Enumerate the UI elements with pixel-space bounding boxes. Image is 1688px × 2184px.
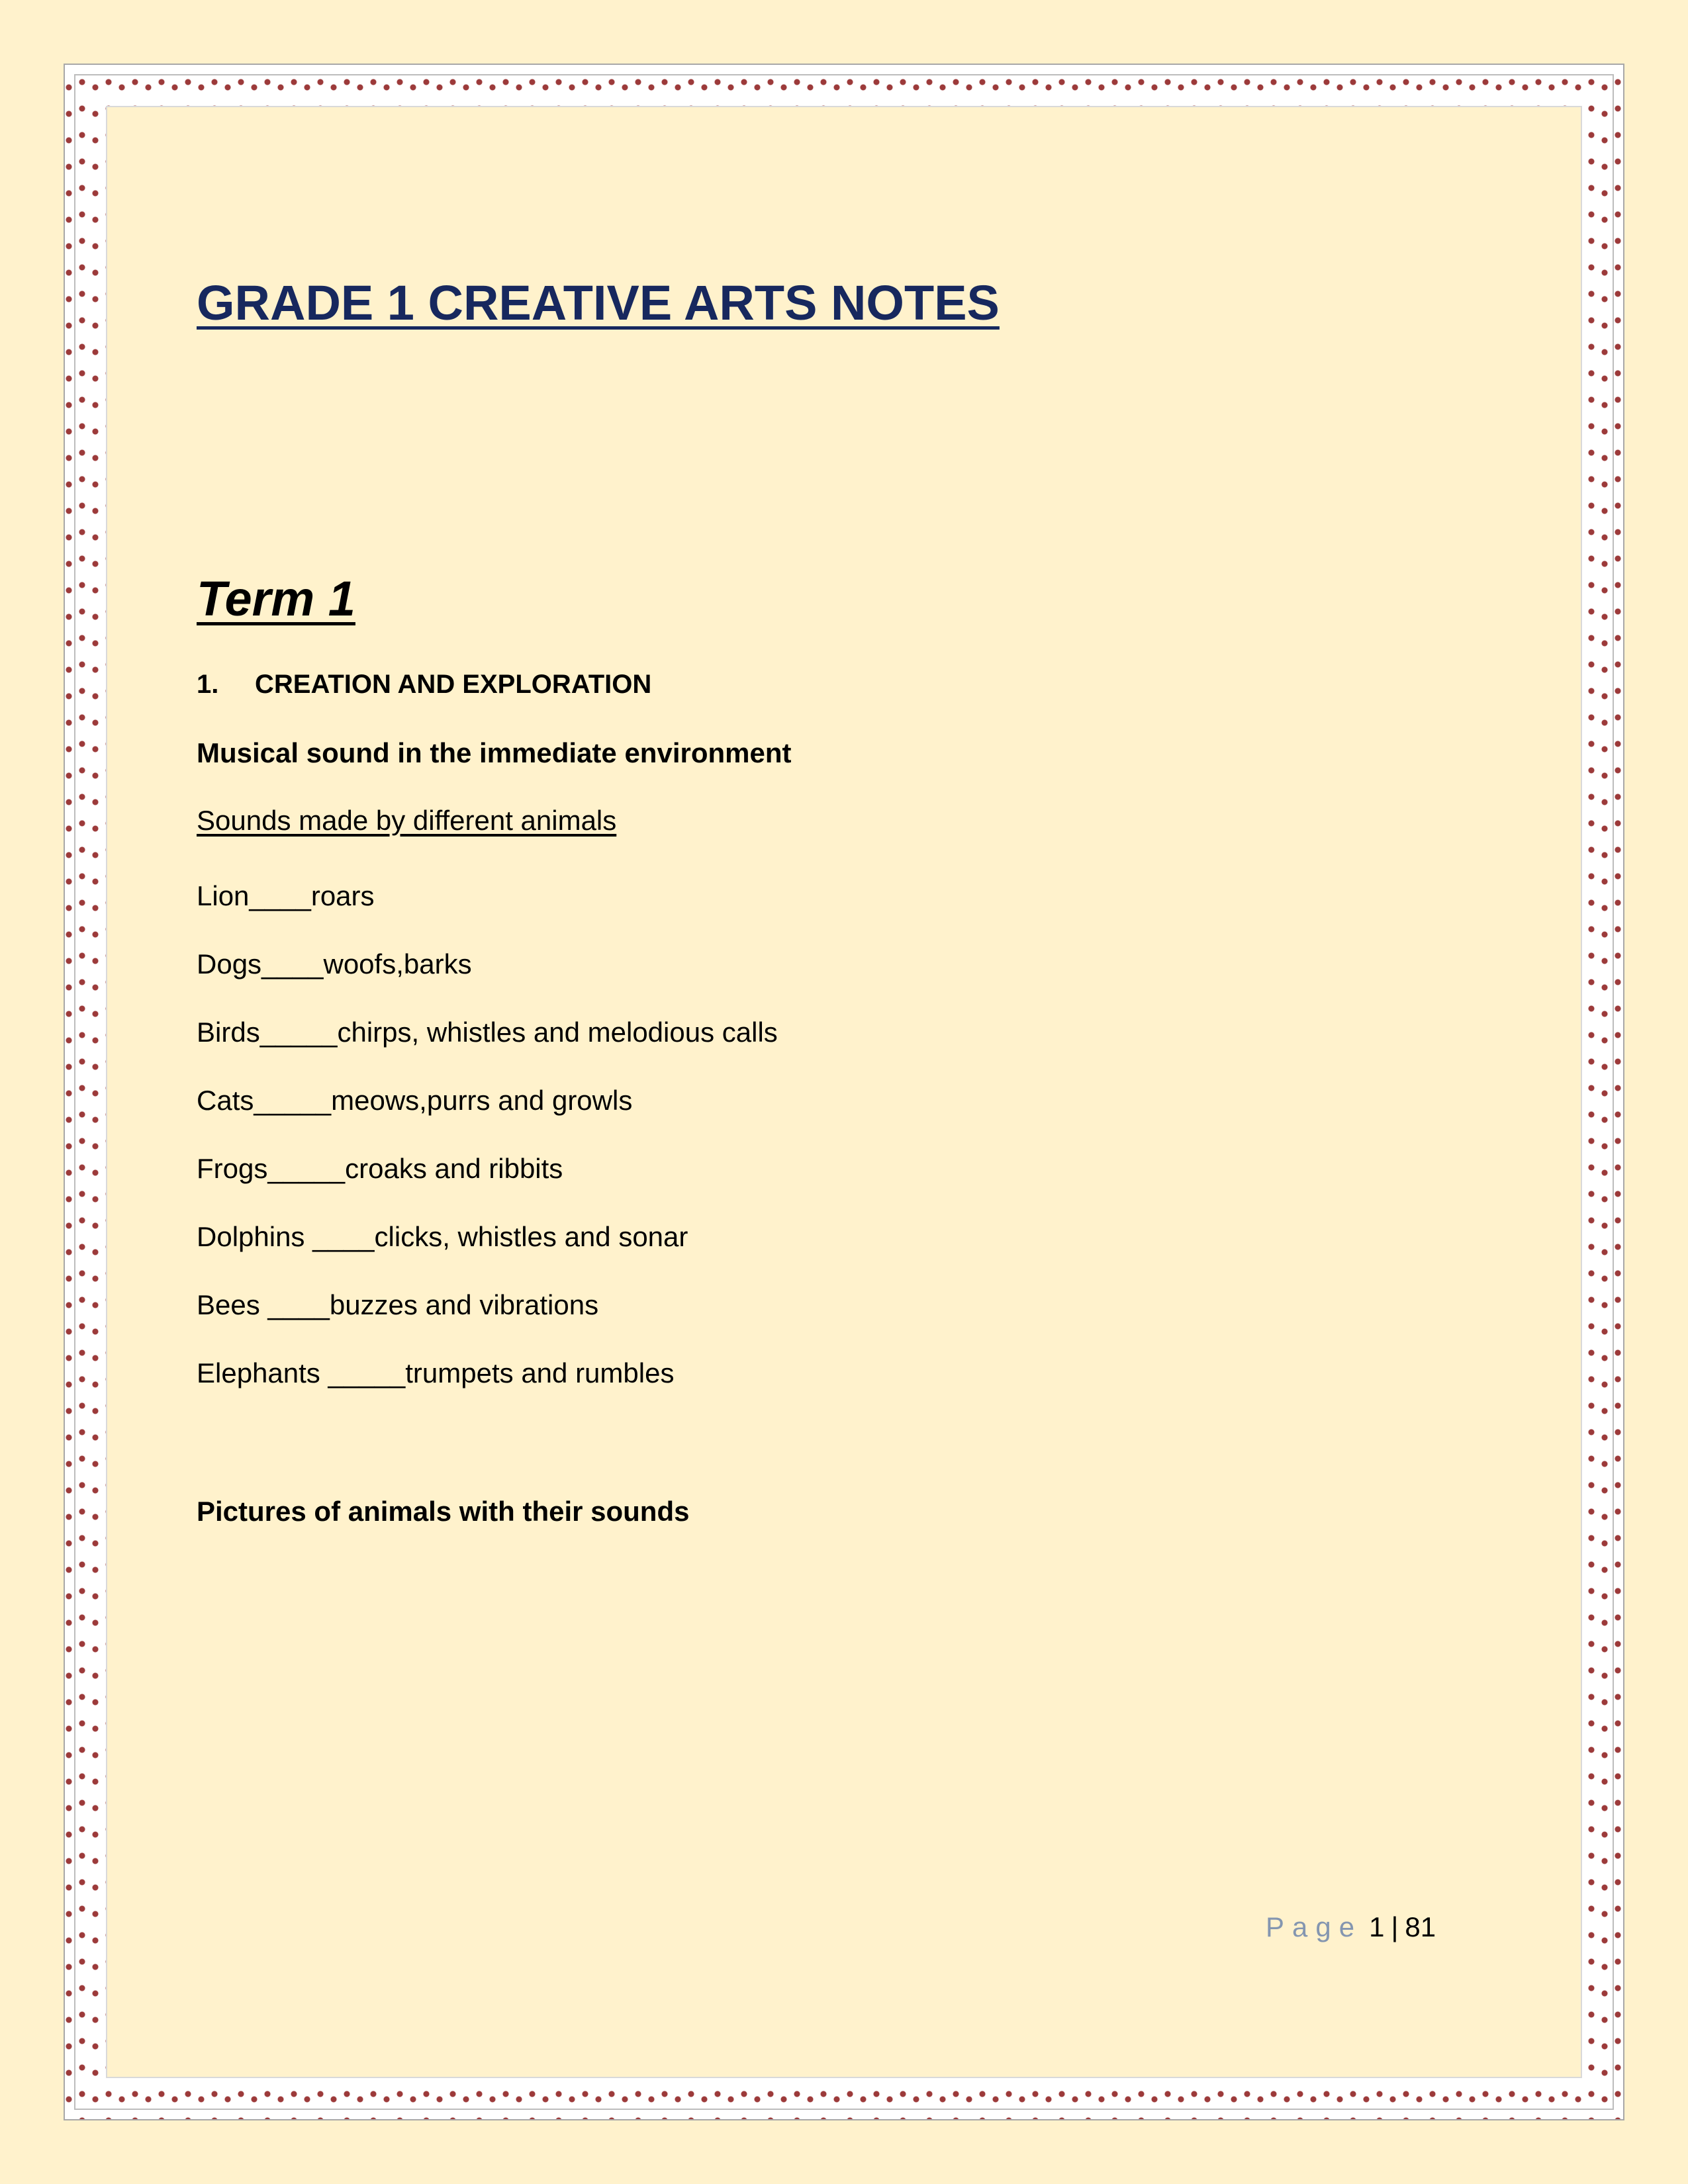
section-number: 1. [197,670,219,699]
animal-sounds-list [197,880,778,1426]
document-title: GRADE 1 CREATIVE ARTS NOTES [197,275,1000,330]
list-item: Elephants _____trumpets and rumbles [197,1357,675,1388]
list-item: Bees ____buzzes and vibrations [197,1289,599,1320]
page-number: 1 [1369,1911,1385,1942]
list-item: Birds_____chirps, whistles and melodious calls [197,1017,778,1048]
term-heading: Term 1 [197,571,355,626]
pictures-heading: Pictures of animals with their sounds [197,1496,690,1527]
list-item: Lion____roars [197,880,375,911]
page-total: 81 [1405,1911,1436,1942]
section-title: CREATION AND EXPLORATION [255,670,652,699]
list-item: Dogs____woofs,barks [197,948,472,979]
list-item: Cats_____meows,purrs and growls [197,1085,633,1116]
page-label: Page [1266,1911,1363,1942]
list-item: Frogs_____croaks and ribbits [197,1153,563,1184]
page-footer [1266,1911,1436,1943]
sub-heading: Musical sound in the immediate environment [197,737,792,768]
page-separator: | [1391,1911,1399,1942]
list-item: Dolphins ____clicks, whistles and sonar [197,1221,688,1252]
section-heading [197,670,651,700]
animal-sounds-list-title: Sounds made by different animals [197,805,617,836]
